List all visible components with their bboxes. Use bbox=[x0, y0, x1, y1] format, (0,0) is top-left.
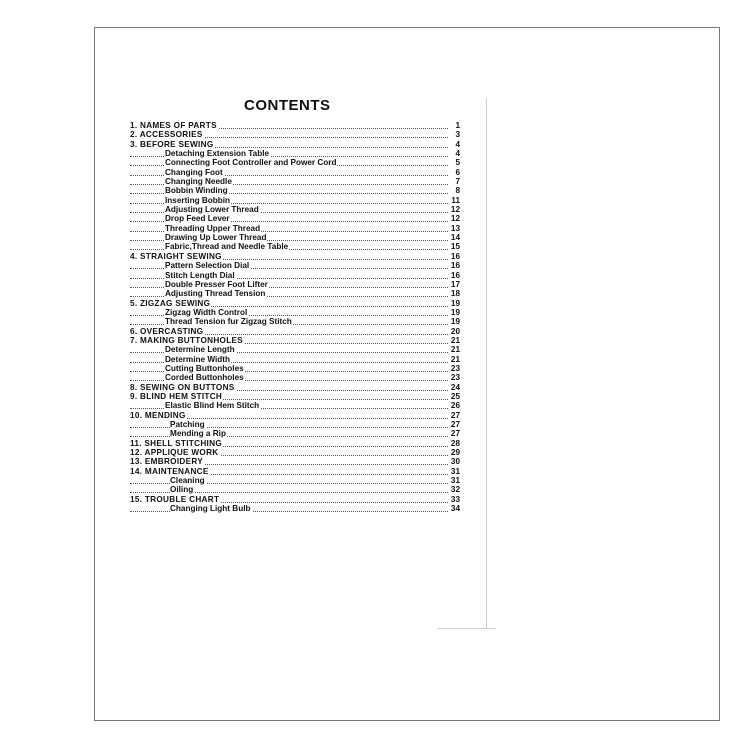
toc-entry-page: 18 bbox=[450, 289, 460, 299]
toc-entry-page: 19 bbox=[450, 307, 460, 317]
toc-entry-page: 16 bbox=[450, 251, 460, 261]
toc-entry-label: Changing Foot bbox=[165, 167, 223, 177]
toc-entry-page: 4 bbox=[455, 149, 460, 159]
toc-entry-page: 20 bbox=[450, 326, 460, 336]
toc-entry-label: Oiling bbox=[170, 485, 194, 495]
toc-entry-page: 32 bbox=[450, 485, 460, 495]
toc-entry-label: 9. BLIND HEM STITCH bbox=[130, 391, 223, 401]
toc-entry-label: Cutting Buttonholes bbox=[165, 363, 244, 373]
toc-entry-page: 5 bbox=[455, 158, 460, 168]
toc-entry-page: 34 bbox=[450, 504, 460, 514]
toc-entry-label: Adjusting Lower Thread bbox=[165, 205, 259, 215]
toc-entry-label: 3. BEFORE SEWING bbox=[130, 139, 214, 149]
toc-entry-page: 15 bbox=[450, 242, 460, 252]
toc-entry-page: 19 bbox=[450, 298, 460, 308]
toc-entry-page: 8 bbox=[455, 186, 460, 196]
toc-entry-page: 21 bbox=[450, 335, 460, 345]
toc-entry-label: 6. OVERCASTING bbox=[130, 326, 204, 336]
toc-entry-page: 1 bbox=[455, 121, 460, 130]
toc-entry-label: Mending a Rip bbox=[170, 429, 226, 439]
toc-entry-page: 4 bbox=[455, 139, 460, 149]
toc-entry-page: 26 bbox=[450, 401, 460, 411]
toc-entry-label: Detaching Extension Table bbox=[165, 149, 270, 159]
toc-entry-label: Fabric,Thread and Needle Table bbox=[165, 242, 289, 252]
scan-edge-line-bottom bbox=[438, 628, 496, 629]
toc-entry-label: Pattern Selection Dial bbox=[165, 261, 250, 271]
toc-entry-label: 4. STRAIGHT SEWING bbox=[130, 251, 222, 261]
toc-entry-page: 14 bbox=[450, 233, 460, 243]
toc-entry-label: Drop Feed Lever bbox=[165, 214, 230, 224]
toc-entry-page: 30 bbox=[450, 457, 460, 467]
toc-entry-page: 19 bbox=[450, 317, 460, 327]
toc-entry-page: 29 bbox=[450, 448, 460, 458]
toc-entry-label: 5. ZIGZAG SEWING bbox=[130, 298, 211, 308]
toc-entry-page: 13 bbox=[450, 223, 460, 233]
toc-entry-page: 11 bbox=[451, 195, 460, 205]
toc-entry-page: 24 bbox=[450, 382, 460, 392]
toc-entry-label: Elastic Blind Hem Stitch bbox=[165, 401, 260, 411]
toc-entry-label: Drawing Up Lower Thread bbox=[165, 233, 267, 243]
toc-entry-label: Cleaning bbox=[170, 476, 205, 486]
toc-entry-page: 16 bbox=[450, 270, 460, 280]
toc-entry-label: 11. SHELL STITCHING bbox=[130, 438, 222, 448]
toc-entry-label: Determine Length bbox=[165, 345, 235, 355]
toc-entry-page: 12 bbox=[450, 205, 460, 215]
toc-entry-label: Zigzag Width Control bbox=[165, 307, 248, 317]
toc-entry bbox=[130, 504, 460, 513]
table-of-contents bbox=[130, 121, 460, 513]
toc-entry-page: 31 bbox=[450, 476, 460, 486]
toc-entry-label: Changing Light Bulb bbox=[170, 504, 251, 514]
toc-entry-label: 10. MENDING bbox=[130, 410, 186, 420]
toc-entry-page: 33 bbox=[450, 494, 460, 504]
toc-entry-label: 2. ACCESSORIES bbox=[130, 130, 203, 140]
toc-entry-page: 21 bbox=[450, 354, 460, 364]
toc-entry-label: Stitch Length Dial bbox=[165, 270, 235, 280]
toc-entry-label: 15. TROUBLE CHART bbox=[130, 494, 220, 504]
toc-entry-label: Corded Buttonholes bbox=[165, 373, 244, 383]
toc-entry-page: 25 bbox=[450, 391, 460, 401]
scan-edge-line bbox=[486, 98, 487, 628]
toc-entry-label: 12. APPLIQUE WORK bbox=[130, 448, 219, 458]
toc-entry-label: Threading Upper Thread bbox=[165, 223, 261, 233]
toc-entry-page: 27 bbox=[450, 420, 460, 429]
toc-entry-label: Changing Needle bbox=[165, 177, 232, 187]
toc-entry-page: 27 bbox=[450, 410, 460, 420]
toc-entry-label: Connecting Foot Controller and Power Cord bbox=[165, 158, 337, 168]
toc-entry-label: Thread Tension fur Zigzag Stitch bbox=[165, 317, 292, 327]
toc-entry-label: 13. EMBROIDERY bbox=[130, 457, 204, 467]
toc-entry-page: 6 bbox=[455, 167, 460, 177]
toc-entry-page: 21 bbox=[450, 345, 460, 355]
toc-entry-page: 12 bbox=[450, 214, 460, 224]
toc-entry-page: 23 bbox=[450, 373, 460, 383]
toc-entry-page: 17 bbox=[450, 279, 460, 289]
toc-entry-label: Double Presser Foot Lifter bbox=[165, 279, 268, 289]
toc-entry-page: 28 bbox=[450, 438, 460, 448]
toc-entry-page: 7 bbox=[455, 177, 460, 187]
toc-entry-label: 7. MAKING BUTTONHOLES bbox=[130, 335, 244, 345]
toc-entry-page: 23 bbox=[450, 363, 460, 373]
toc-entry-label: Patching bbox=[170, 420, 205, 429]
toc-entry-label: 14. MAINTENANCE bbox=[130, 466, 209, 476]
toc-entry-page: 16 bbox=[450, 261, 460, 271]
toc-entry-page: 31 bbox=[450, 466, 460, 476]
contents-title: CONTENTS bbox=[244, 97, 331, 114]
toc-entry-page: 3 bbox=[455, 130, 460, 140]
toc-entry-label: 8. SEWING ON BUTTONS bbox=[130, 382, 235, 392]
toc-entry-page: 27 bbox=[450, 429, 460, 439]
toc-entry-label: Adjusting Thread Tension bbox=[165, 289, 266, 299]
toc-entry-label: 1. NAMES OF PARTS bbox=[130, 121, 217, 130]
toc-entry-label: Inserting Bobbin bbox=[165, 195, 231, 205]
toc-entry-label: Determine Width bbox=[165, 354, 230, 364]
toc-entry-label: Bobbin Winding bbox=[165, 186, 228, 196]
